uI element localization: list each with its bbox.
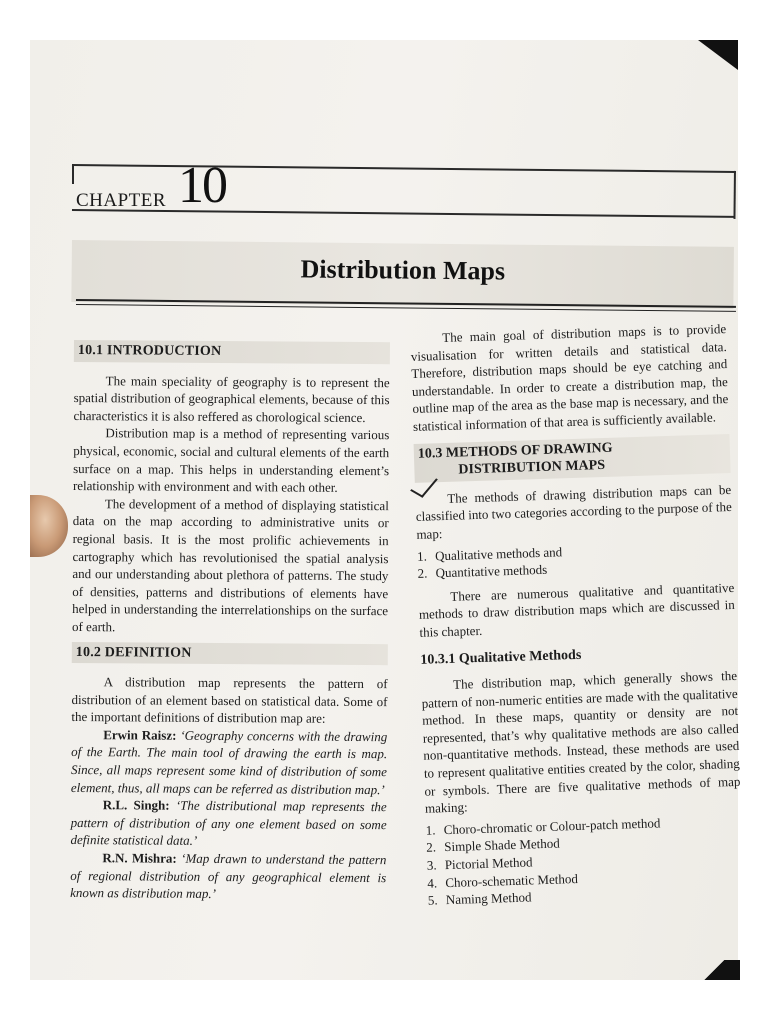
list-item: 2. Simple Shade Method — [426, 835, 560, 856]
chapter-number: 10 — [178, 157, 226, 214]
quote-singh — [70, 796, 386, 851]
goal-paragraph: The main goal of distribution maps is to provide visualisation for written details and statistical data. Therefore, distribution maps should be eye catching and understandable. In order to create a distribution map, the outline map of the area as the base map is necessary, and the statistical information of that area is sufficiently available. — [410, 321, 729, 434]
page-corner-shadow — [698, 40, 738, 70]
quote-author: R.N. Mishra: — [102, 850, 177, 866]
quote-text: ‘Map drawn to understand the pattern of regional distribution of any geographical element is known as distribution map.’ — [70, 850, 387, 902]
right-column — [410, 320, 744, 915]
list-item: 1. Choro-chromatic or Colour-patch method — [425, 815, 661, 838]
left-column — [70, 340, 390, 904]
intro-paragraph-2: Distribution map is a method of representing various physical, economic, social and cultural elements of the earth surface on a map. This helps in understanding element’s relationship with environment and with each other. — [72, 425, 390, 496]
methods-paragraph-1: The methods of drawing distribution maps can be classified into two categories according to the purpose of the map: — [415, 481, 732, 542]
methods-paragraph-2: There are numerous qualitative and quantitative methods to draw distribution maps which are discussed in this chapter. — [418, 579, 736, 640]
definition-paragraph: A distribution map represents the pattern of distribution of an element based on statistical data. Some of the important definitions of distribution map are: — [71, 674, 388, 727]
methods-heading-line1: 10.3 METHODS OF DRAWING — [417, 440, 613, 462]
section-heading-methods — [414, 434, 731, 483]
quote-text: ‘Geography concerns with the drawing of the Earth. The main tool of drawing the earth is map. Since, all maps represent some kind of distribution of some element, thus, all maps can be referred as distribution map.’ — [70, 727, 388, 797]
quote-author: Erwin Raisz: — [103, 727, 177, 743]
quote-text: ‘The distributional map represents the pattern of distribution of any one element based on some definite statistical data.’ — [70, 797, 387, 849]
list-item: 4. Choro-schematic Method — [427, 870, 579, 891]
qualitative-paragraph: The distribution map, which generally shows the pattern of non-numeric entities are made with the qualitative method. In these maps, quantity or density are not represented, that’s why qualitative methods are also called non-quantitative methods. Instead, these methods are used to represent qualitative entities created by the color, shading or symbols. There are five qualitative methods of map making: — [421, 667, 741, 817]
intro-paragraph-3: The development of a method of displaying statistical data on the map according to administrative units or regional basis. It is the most prolific achievements in cartography which has revolutionised the spatial analysis and our understanding about plethora of patterns. The study of densities, patterns and distributions of elements have helped in understanding the interrelationships on the surface of earth. — [71, 495, 389, 635]
list-item: 2. Quantitative methods — [417, 561, 548, 582]
section-heading-definition: 10.2 DEFINITION — [72, 641, 388, 665]
section-heading-introduction: 10.1 INTRODUCTION — [74, 340, 390, 364]
list-item: 5. Naming Method — [427, 889, 532, 908]
quote-author: R.L. Singh: — [102, 797, 170, 813]
category-list — [417, 537, 734, 582]
chapter-label: CHAPTER — [76, 190, 167, 211]
qualitative-methods-list — [425, 812, 744, 910]
subsection-heading-qualitative: 10.3.1 Qualitative Methods — [420, 647, 582, 668]
intro-paragraph-1: The main speciality of geography is to represent the spatial distribution of geographical elements, because of this characteristics it is also reffered as chorological science. — [73, 372, 390, 425]
page-title: Distribution Maps — [300, 254, 506, 286]
list-item: 3. Pictorial Method — [426, 854, 533, 873]
quote-raisz — [71, 726, 387, 799]
list-item: 1. Qualitative methods and — [416, 543, 563, 564]
methods-heading-line2: DISTRIBUTION MAPS — [458, 458, 606, 478]
quote-mishra — [70, 849, 386, 904]
page-edge-shadow — [700, 960, 740, 980]
